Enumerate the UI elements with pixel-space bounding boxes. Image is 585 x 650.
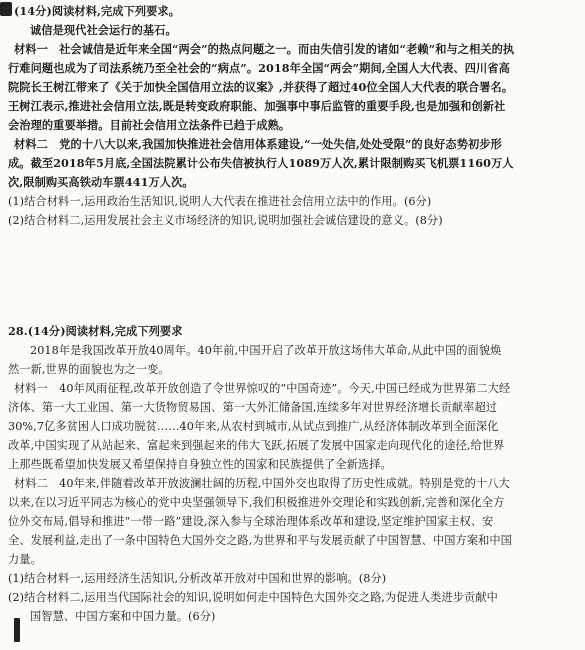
material-line: 材料二 党的十八大以来,我国加快推进社会信用体系建设,“一处失信,处处受限”的良好态势初步形 bbox=[14, 137, 502, 151]
question-28-intro-line: 然一新,世界的面貌也为之一变。 bbox=[8, 363, 170, 376]
material-line: 王树江表示,推进社会信用立法,既是转变政府职能、加强事中事后监管的重要手段,也是加强和创新社 bbox=[8, 99, 506, 113]
question-28-header: 28.(14分)阅读材料,完成下列要求 bbox=[8, 324, 183, 338]
question-28-subquestions bbox=[8, 569, 578, 626]
material-line: 全、发展利益,走出了一条中国特色大国外交之路,为世界和平与发展贡献了中国智慧、中国方案和中国 bbox=[8, 534, 512, 547]
question-28 bbox=[8, 322, 578, 626]
material-line: 材料一 社会诚信是近年来全国“两会”的热点问题之一。而由失信引发的诸如“老赖”和与之相关的执 bbox=[14, 42, 515, 56]
question-1-subquestions bbox=[8, 192, 578, 230]
material-line: 次,限制购买高铁动车票441万人次。 bbox=[8, 175, 194, 189]
subquestion: 国智慧、中国方案和中国力量。(6分) bbox=[30, 610, 216, 623]
question-1-material-2 bbox=[8, 135, 578, 192]
question-28-material-1 bbox=[8, 379, 578, 474]
material-line: 材料一 40年风雨征程,改革开放创造了令世界惊叹的“中国奇迹”。今天,中国已经成为世界第二大经 bbox=[14, 382, 511, 395]
material-line: 行难问题也成为了司法系统乃至全社会的“病点”。2018年全国“两会”期间,全国人大代表、四川省高 bbox=[8, 61, 510, 75]
material-line: 力量。 bbox=[8, 553, 42, 566]
question-1-material-1 bbox=[8, 40, 578, 135]
material-line: 材料二 40年来,伴随着改革开放波澜壮阔的历程,中国外交也取得了历史性成就。特别是党的十八大 bbox=[14, 477, 510, 490]
scan-margin-mark bbox=[14, 618, 20, 642]
question-28-material-2 bbox=[8, 474, 578, 569]
material-line: 院院长王树江带来了《关于加快全国信用立法的议案》,并获得了超过40位全国人大代表的联合署名。 bbox=[8, 80, 514, 94]
subquestion: (2)结合材料二,运用发展社会主义市场经济的知识,说明加强社会诚信建设的意义。(8分) bbox=[8, 214, 443, 227]
material-line: 位外交布局,倡导和推进“一带一路”建设,深入参与全球治理体系改革和建设,坚定维护国家主权、安 bbox=[8, 515, 494, 528]
subquestion: (2)结合材料二,运用当代国际社会的知识,说明如何走中国特色大国外交之路,为促进人类进步贡献中 bbox=[8, 591, 498, 604]
material-line: 改革,中国实现了从站起来、富起来到强起来的伟大飞跃,拓展了发展中国家走向现代化的途径,给世界 bbox=[8, 439, 505, 452]
subquestion: (1)结合材料一,运用政治生活知识,说明人大代表在推进社会信用立法中的作用。(6分) bbox=[8, 195, 432, 208]
material-line: 会治理的重要举措。目前社会信用立法条件已趋于成熟。 bbox=[8, 118, 291, 132]
material-line: 成。截至2018年5月底,全国法院累计公布失信被执行人1089万人次,累计限制购买飞机票1160万人 bbox=[8, 156, 514, 170]
material-line: 济体、第一大工业国、第一大货物贸易国、第一大外汇储备国,连续多年对世界经济增长贡献率超过 bbox=[8, 401, 498, 414]
question-1 bbox=[8, 2, 578, 230]
question-28-intro-line: 2018年是我国改革开放40周年。40年前,中国开启了改革开放这场伟大革命,从此中国的面貌焕 bbox=[30, 344, 502, 357]
question-1-header: (14分)阅读材料,完成下列要求。 bbox=[14, 4, 181, 18]
material-line: 以来,在以习近平同志为核心的党中央坚强领导下,我们积极推进外交理论和实践创新,完善和深化全方 bbox=[8, 496, 505, 509]
question-1-intro: 诚信是现代社会运行的基石。 bbox=[30, 23, 177, 37]
material-line: 30%,7亿多贫困人口成功脱贫……40年来,从农村到城市,从试点到推广,从经济体制改革到全面深化 bbox=[8, 420, 499, 433]
subquestion: (1)结合材料一,运用经济生活知识,分析改革开放对中国和世界的影响。(8分) bbox=[8, 572, 387, 585]
material-line: 上那些既希望加快发展又希望保持自身独立性的国家和民族提供了全新选择。 bbox=[8, 458, 392, 471]
